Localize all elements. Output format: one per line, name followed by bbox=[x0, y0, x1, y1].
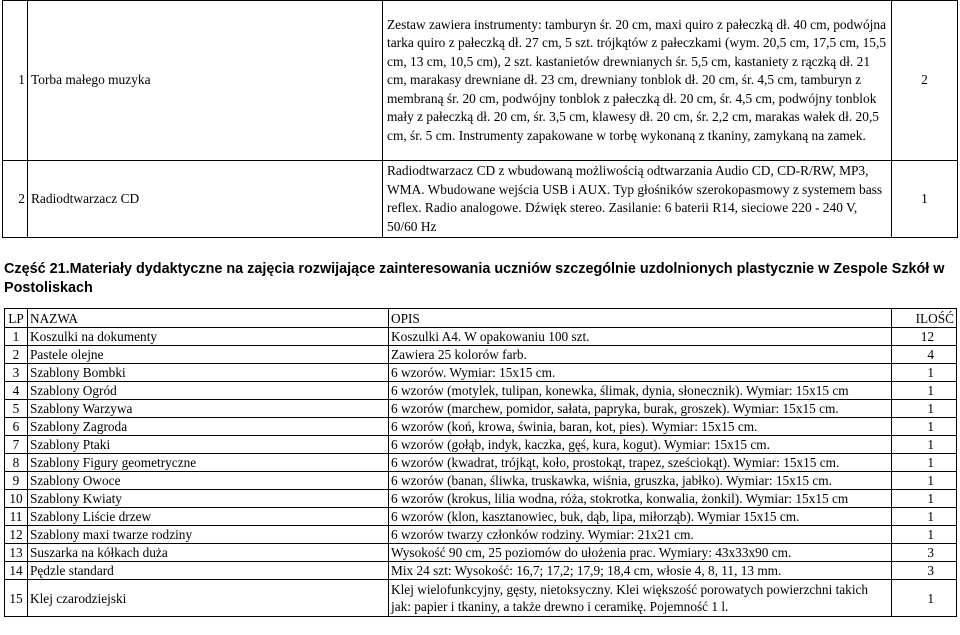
top-row-1 bbox=[3, 1, 958, 161]
row-lp: 1 bbox=[5, 328, 28, 346]
row-desc: 6 wzorów (klon, kasztanowiec, buk, dąb, lipa, miłorząb). Wymiar 15x15 cm. bbox=[389, 508, 892, 526]
row-name: Szablony Bombki bbox=[28, 364, 389, 382]
top-row-2-desc: Radiodtwarzacz CD z wbudowaną możliwością odtwarzania Audio CD, CD-R/RW, MP3, WMA. Wbudowane wejścia USB i AUX. Typ głośników szerokopasmowy z systemem bass reflex. Radio analogowe. Dźwięk stereo. Zasilanie: 6 baterii R14, sieciowe 220 - 240 V, 50/60 Hz bbox=[383, 161, 892, 238]
top-items-table bbox=[2, 0, 958, 238]
row-desc: Wysokość 90 cm, 25 poziomów do ułożenia prac. Wymiary: 43x33x90 cm. bbox=[389, 544, 892, 562]
header-desc: OPIS bbox=[389, 309, 892, 328]
row-lp: 7 bbox=[5, 436, 28, 454]
table-row bbox=[5, 544, 957, 562]
row-qty: 12 bbox=[892, 328, 957, 346]
row-name: Szablony Zagroda bbox=[28, 418, 389, 436]
row-lp: 8 bbox=[5, 454, 28, 472]
row-desc: 6 wzorów twarzy członków rodziny. Wymiar: 21x21 cm. bbox=[389, 526, 892, 544]
table-row bbox=[5, 526, 957, 544]
row-name: Szablony Ogród bbox=[28, 382, 389, 400]
row-lp: 13 bbox=[5, 544, 28, 562]
top-row-1-desc: Zestaw zawiera instrumenty: tamburyn śr. 20 cm, maxi quiro z pałeczką dł. 40 cm, podwójna tarka quiro z pałeczką dł. 27 cm, 5 szt. trójkątów z pałeczkami (wym. 20,5 cm, 17,5 cm, 15,5 cm, 13 cm, 10,5 cm), 2 szt. kastanietów drewnianych śr. 5,5 cm, kastaniety z rączką dł. 21 cm, marakasy drewniane dł. 23 cm, drewniany tonblok dł. 20 cm, śr. 4,5 cm, tamburyn z membraną śr. 20 cm, podwójny tonblok z pałeczką dł. 20 cm, śr. 4,5 cm, podwójny tonblok mały z pałeczką dł. 20 cm, śr. 3,5 cm, klawesy dł. 20 cm, śr. 2,2 cm, marakas wałek dł. 20,5 cm, śr. 5 cm. Instrumenty zapakowane w torbę wykonaną z tkaniny, zamykaną na zamek. bbox=[383, 1, 892, 161]
header-qty: ILOŚĆ bbox=[892, 309, 957, 328]
top-row-1-qty: 2 bbox=[892, 1, 958, 161]
row-desc: 6 wzorów. Wymiar: 15x15 cm. bbox=[389, 364, 892, 382]
row-qty: 1 bbox=[892, 508, 957, 526]
table-row bbox=[5, 562, 957, 580]
top-row-2 bbox=[3, 161, 958, 238]
table-row bbox=[5, 346, 957, 364]
row-lp: 5 bbox=[5, 400, 28, 418]
table-row bbox=[5, 418, 957, 436]
materials-table bbox=[4, 308, 957, 617]
row-lp: 11 bbox=[5, 508, 28, 526]
row-qty: 1 bbox=[892, 454, 957, 472]
table-row bbox=[5, 454, 957, 472]
top-row-2-name: Radiodtwarzacz CD bbox=[28, 161, 383, 238]
row-qty: 3 bbox=[892, 544, 957, 562]
top-row-2-lp: 2 bbox=[3, 161, 28, 238]
row-name: Koszulki na dokumenty bbox=[28, 328, 389, 346]
row-desc: 6 wzorów (motylek, tulipan, konewka, ślimak, dynia, słonecznik). Wymiar: 15x15 cm bbox=[389, 382, 892, 400]
row-name: Szablony Ptaki bbox=[28, 436, 389, 454]
row-qty: 1 bbox=[892, 526, 957, 544]
section-heading: Część 21.Materiały dydaktyczne na zajęcia rozwijające zainteresowania uczniów szczególnie uzdolnionych plastycznie w Zespole Szkół w Postoliskach bbox=[4, 261, 945, 296]
row-qty: 1 bbox=[892, 436, 957, 454]
top-row-1-lp: 1 bbox=[3, 1, 28, 161]
row-name: Szablony Owoce bbox=[28, 472, 389, 490]
row-qty: 1 bbox=[892, 364, 957, 382]
header-name: NAZWA bbox=[28, 309, 389, 328]
row-name: Pędzle standard bbox=[28, 562, 389, 580]
row-desc: 6 wzorów (kwadrat, trójkąt, koło, prostokąt, trapez, sześciokąt). Wymiar: 15x15 cm. bbox=[389, 454, 892, 472]
row-qty: 1 bbox=[892, 472, 957, 490]
table-row bbox=[5, 400, 957, 418]
table-row bbox=[5, 328, 957, 346]
row-qty: 1 bbox=[892, 580, 957, 617]
table-row bbox=[5, 382, 957, 400]
row-name: Szablony maxi twarze rodziny bbox=[28, 526, 389, 544]
row-lp: 15 bbox=[5, 580, 28, 617]
table-row bbox=[5, 580, 957, 617]
row-qty: 1 bbox=[892, 382, 957, 400]
row-desc: Mix 24 szt: Wysokość: 16,7; 17,2; 17,9; 18,4 cm, włosie 4, 8, 11, 13 mm. bbox=[389, 562, 892, 580]
row-qty: 1 bbox=[892, 418, 957, 436]
row-desc: 6 wzorów (krokus, lilia wodna, róża, stokrotka, konwalia, żonkil). Wymiar: 15x15 cm bbox=[389, 490, 892, 508]
row-name: Szablony Warzywa bbox=[28, 400, 389, 418]
row-lp: 9 bbox=[5, 472, 28, 490]
table-row bbox=[5, 364, 957, 382]
row-qty: 1 bbox=[892, 490, 957, 508]
row-lp: 12 bbox=[5, 526, 28, 544]
top-row-2-qty: 1 bbox=[892, 161, 958, 238]
row-name: Szablony Liście drzew bbox=[28, 508, 389, 526]
row-name: Suszarka na kółkach duża bbox=[28, 544, 389, 562]
row-desc: 6 wzorów (koń, krowa, świnia, baran, kot, pies). Wymiar: 15x15 cm. bbox=[389, 418, 892, 436]
row-lp: 14 bbox=[5, 562, 28, 580]
table-row bbox=[5, 508, 957, 526]
row-lp: 10 bbox=[5, 490, 28, 508]
row-desc: Zawiera 25 kolorów farb. bbox=[389, 346, 892, 364]
row-name: Szablony Figury geometryczne bbox=[28, 454, 389, 472]
row-desc: 6 wzorów (marchew, pomidor, sałata, papryka, burak, groszek). Wymiar: 15x15 cm. bbox=[389, 400, 892, 418]
row-desc: 6 wzorów (banan, śliwka, truskawka, wiśnia, gruszka, jabłko). Wymiar: 15x15 cm. bbox=[389, 472, 892, 490]
row-qty: 1 bbox=[892, 400, 957, 418]
table-row bbox=[5, 436, 957, 454]
row-name: Pastele olejne bbox=[28, 346, 389, 364]
row-name: Klej czarodziejski bbox=[28, 580, 389, 617]
row-lp: 2 bbox=[5, 346, 28, 364]
header-lp: LP bbox=[5, 309, 28, 328]
table-row bbox=[5, 490, 957, 508]
row-qty: 4 bbox=[892, 346, 957, 364]
row-name: Szablony Kwiaty bbox=[28, 490, 389, 508]
table-header-row bbox=[5, 309, 957, 328]
row-lp: 4 bbox=[5, 382, 28, 400]
table-row bbox=[5, 472, 957, 490]
row-lp: 6 bbox=[5, 418, 28, 436]
top-row-1-name: Torba małego muzyka bbox=[28, 1, 383, 161]
row-desc: Klej wielofunkcyjny, gęsty, nietoksyczny. Klei większość porowatych powierzchni takich jak: papier i tkaniny, a także drewno i ceramikę. Pojemność 1 l. bbox=[389, 580, 892, 617]
row-qty: 3 bbox=[892, 562, 957, 580]
row-lp: 3 bbox=[5, 364, 28, 382]
row-desc: 6 wzorów (gołąb, indyk, kaczka, gęś, kura, kogut). Wymiar: 15x15 cm. bbox=[389, 436, 892, 454]
row-desc: Koszulki A4. W opakowaniu 100 szt. bbox=[389, 328, 892, 346]
